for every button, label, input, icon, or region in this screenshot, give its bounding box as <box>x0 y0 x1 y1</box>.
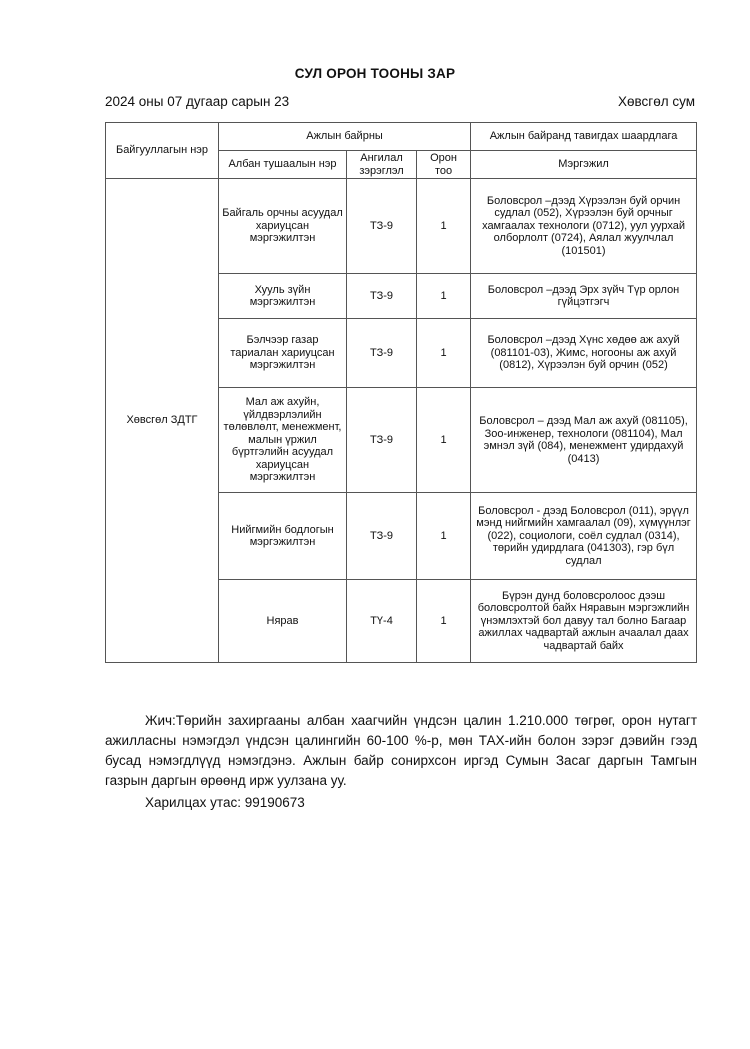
position-cell: Байгаль орчны асуудал хариуцсан мэргэжилтэн <box>219 179 347 274</box>
position-cell: Мал аж ахуйн, үйлдвэрлэлийн төлөвлөлт, менежмент, малын үржил бүртгэлийн асуудал хариуцсан мэргэжилтэн <box>219 388 347 493</box>
contact-phone: 99190673 <box>244 795 305 810</box>
count-cell: 1 <box>417 580 471 663</box>
note-paragraph: Жич:Төрийн захиргааны албан хаагчийн үндсэн цалин 1.210.000 төгрөг, орон нутагт ажилласны нэмэгдэл үндсэн цалингийн 60-100 %-р, мөн ТАХ-ийн болон зэрэг дэвийн гээд бусад нэмэгдлүүд нэмэгдэнэ. Ажлын байр сонирхсон иргэд Сумын Засаг даргын Тамгын газрын даргын өрөөнд ирж уулзана уу. <box>105 713 697 788</box>
header-job: Ажлын байрны <box>219 123 471 151</box>
header-count: Орон тоо <box>417 151 471 179</box>
grade-cell: ТЗ-9 <box>347 388 417 493</box>
profession-cell: Боловсрол – дээд Мал аж ахуй (081105), Зоо-инженер, технологи (081104), Мал эмнэл зүй (084), менежмент удирдахуй (0413) <box>471 388 697 493</box>
grade-cell: ТЗ-9 <box>347 274 417 319</box>
vacancy-table <box>105 122 697 663</box>
grade-cell: ТЗ-9 <box>347 319 417 388</box>
profession-cell: Боловсрол –дээд Эрх зүйч Түр орлон гүйцэтгэгч <box>471 274 697 319</box>
header-profession: Мэргэжил <box>471 151 697 179</box>
position-cell: Нярав <box>219 580 347 663</box>
page-title: СУЛ ОРОН ТООНЫ ЗАР <box>294 66 456 81</box>
count-cell: 1 <box>417 388 471 493</box>
count-cell: 1 <box>417 274 471 319</box>
contact-line <box>145 795 305 810</box>
contact-label: Харилцах утас: <box>145 795 241 810</box>
count-cell: 1 <box>417 179 471 274</box>
grade-cell: ТЗ-9 <box>347 179 417 274</box>
position-cell: Нийгмийн бодлогын мэргэжилтэн <box>219 493 347 580</box>
organization-cell: Хөвсгөл ЗДТГ <box>106 179 219 663</box>
table-header-row <box>106 123 697 151</box>
header-position: Албан тушаалын нэр <box>219 151 347 179</box>
position-cell: Бэлчээр газар тариалан хариуцсан мэргэжилтэн <box>219 319 347 388</box>
announcement-date: 2024 оны 07 дугаар сарын 23 <box>105 94 290 109</box>
count-cell: 1 <box>417 493 471 580</box>
position-cell: Хууль зүйн мэргэжилтэн <box>219 274 347 319</box>
header-org-name: Байгууллагын нэр <box>106 123 219 179</box>
grade-cell: ТЗ-9 <box>347 493 417 580</box>
grade-cell: ТҮ-4 <box>347 580 417 663</box>
table-row <box>106 179 697 274</box>
count-cell: 1 <box>417 319 471 388</box>
profession-cell: Боловсрол –дээд Хүрээлэн буй орчин судлал (052), Хүрээлэн буй орчныг хамгаалах технологи (0712), уул уурхай олборлолт (0724), Аялал жуулчлал (101501) <box>471 179 697 274</box>
announcement-location: Хөвсгөл сум <box>618 94 695 109</box>
header-requirements: Ажлын байранд тавигдах шаардлага <box>471 123 697 151</box>
profession-cell: Боловсрол - дээд Боловсрол (011), эрүүл мэнд нийгмийн хамгаалал (09), хүмүүнлэг (022), социологи, соёл судлал (0314), төрийн удирдлага (041303), гэр бүл судлал <box>471 493 697 580</box>
header-grade: Ангилал зэрэглэл <box>347 151 417 179</box>
profession-cell: Бүрэн дунд боловсролоос дээш боловсролтой байх Няравын мэргэжлийн үнэмлэхтэй бол давуу тал болно Багаар ажиллах чадвартай ажлын ачаалал даах чадвартай байх <box>471 580 697 663</box>
profession-cell: Боловсрол –дээд Хүнс хөдөө аж ахуй (081101-03), Жимс, ногооны аж ахуй (0812), Хүрээлэн буй орчин (052) <box>471 319 697 388</box>
